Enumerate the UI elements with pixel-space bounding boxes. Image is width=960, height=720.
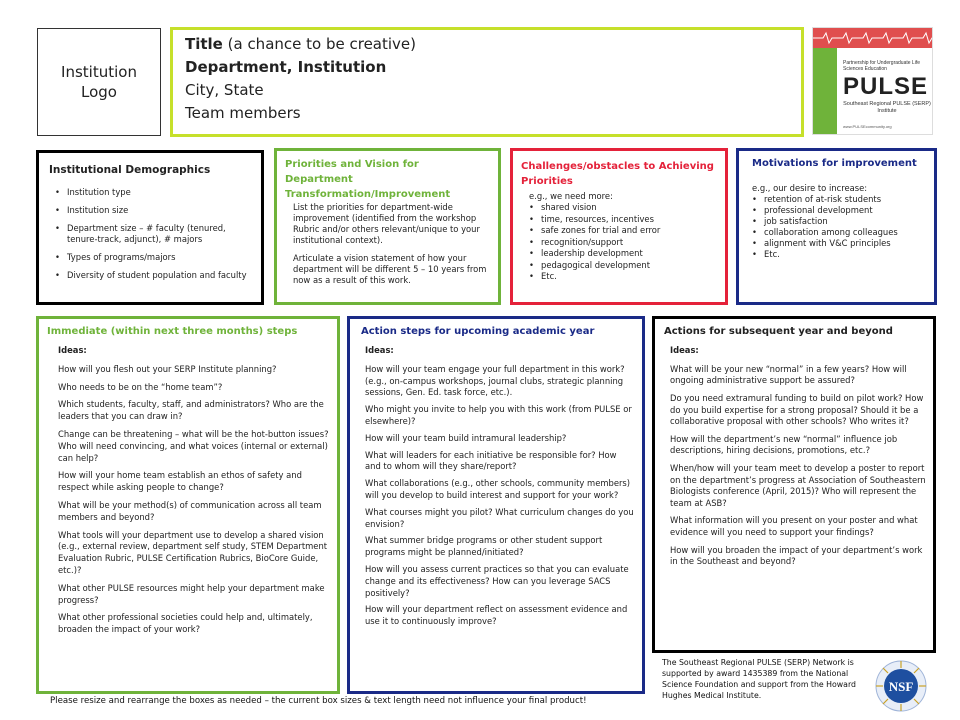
title-block <box>170 27 804 137</box>
pulse-logo <box>812 27 933 135</box>
question-item: What will leaders for each initiative be responsible for? How and to whom will they share/report? <box>365 449 617 472</box>
pulse-green-bar <box>813 48 837 135</box>
challenges-heading: Challenges/obstacles to Achieving Priorities <box>521 161 714 187</box>
priorities-heading: Priorities and Vision for Department Transformation/Improvement <box>285 159 451 200</box>
motivations-heading: Motivations for improvement <box>752 158 917 169</box>
question-item: What will be your method(s) of communication across all team members and beyond? <box>58 499 322 522</box>
institution-logo-text: Institution Logo <box>61 63 137 101</box>
challenges-list <box>521 202 717 283</box>
question-item: What other professional societies could help and, ultimately, broaden the impact of your work? <box>58 612 313 635</box>
location-line: City, State <box>185 81 264 99</box>
question-item: What other PULSE resources might help your department make progress? <box>58 582 325 605</box>
demographics-panel <box>36 150 264 305</box>
question-item: How will your home team establish an ethos of safety and respect while asking people to change? <box>58 470 302 493</box>
nsf-seal-label: NSF <box>888 679 914 694</box>
question-item: What collaborations (e.g., other schools, community members) will you develop to build interest and support for your work? <box>365 478 631 500</box>
question-item: What information will you present on your poster and what evidence will you need to support your findings? <box>670 515 918 537</box>
subsequent-actions-heading: Actions for subsequent year and beyond <box>664 326 893 337</box>
list-item: • professional development <box>752 205 926 216</box>
title-note: (a chance to be creative) <box>222 35 416 53</box>
challenges-lead: e.g., we need more: <box>529 191 613 201</box>
question-item: Do you need extramural funding to build on pilot work? How do you build expertise for a strong proposal? Should it be a collaborative proposal with other schools? Who writes it? <box>670 392 924 427</box>
question-item: When/how will your team meet to develop a poster to report on the department’s progress at Association of Southeastern Biologists conference (April, 2015)? Who will represent the team at ASB? <box>670 462 926 508</box>
challenges-panel <box>510 148 728 305</box>
question-item: How will your team engage your full department in this work? (e.g., on-campus workshops, journal clubs, strategic planning sessions, Gen. Ed. task force, etc.). <box>365 363 625 398</box>
nsf-seal-icon <box>875 660 927 712</box>
demographics-list <box>47 187 253 281</box>
question-item: Which students, faculty, staff, and administrators? Who are the leaders that you can draw in? <box>58 399 324 422</box>
question-item: Who needs to be on the “home team”? <box>58 381 223 392</box>
motivations-panel <box>736 148 937 305</box>
list-item: • alignment with V&C principles <box>752 238 926 249</box>
pulse-tagline: Partnership for Undergraduate Life Sciences Education <box>843 60 920 72</box>
list-item: • recognition/support <box>529 237 717 249</box>
question-item: What courses might you pilot? What curriculum changes do you envision? <box>365 506 634 529</box>
priorities-panel <box>274 148 501 305</box>
heartbeat-icon <box>813 30 933 46</box>
list-item: • job satisfaction <box>752 216 926 227</box>
list-item: • Diversity of student population and faculty <box>55 270 253 281</box>
pulse-region: Southeast Regional PULSE (SERP) Institute <box>843 101 931 114</box>
immediate-steps-heading: Immediate (within next three months) steps <box>47 326 298 337</box>
ideas-label: Ideas: <box>670 345 699 355</box>
question-item: How will you broaden the impact of your department’s work in the Southeast and beyond? <box>670 544 923 567</box>
list-item: • retention of at-risk students <box>752 194 926 205</box>
pulse-url: www.PULSEcommunity.org <box>843 124 892 129</box>
motivations-list <box>747 194 926 260</box>
question-item: How will your department reflect on assessment evidence and use it to continuously improve? <box>365 604 628 627</box>
subsequent-actions-panel <box>652 316 936 653</box>
list-item: • Department size – # faculty (tenured, tenure-track, adjunct), # majors <box>55 223 253 245</box>
action-steps-body <box>365 345 634 628</box>
list-item: • shared vision <box>529 202 717 214</box>
team-members-line: Team members <box>185 104 301 122</box>
question-item: How will you flesh out your SERP Institute planning? <box>58 363 277 374</box>
list-item: • pedagogical development <box>529 260 717 272</box>
list-item: • Institution type <box>55 187 253 198</box>
title-label: Title <box>185 35 223 53</box>
question-item: How will the department’s new “normal” influence job descriptions, hiring decisions, promotions, etc.? <box>670 433 898 456</box>
immediate-steps-body <box>58 345 329 636</box>
list-item: • leadership development <box>529 248 717 260</box>
list-item: • Types of programs/majors <box>55 252 253 263</box>
question-item: Change can be threatening – what will be the hot-button issues? Who will need convincing, and what voices (internal or external) can help? <box>58 428 329 463</box>
question-item: Who might you invite to help you with this work (from PULSE or elsewhere)? <box>365 404 632 426</box>
list-item: • Institution size <box>55 205 253 216</box>
department-line: Department, Institution <box>185 58 387 76</box>
demographics-heading: Institutional Demographics <box>49 164 211 176</box>
pulse-brand: PULSE <box>843 73 929 100</box>
title-line <box>185 33 801 56</box>
question-item: How will you assess current practices so that you can evaluate change and its effectiveness? How can you leverage SACS positively? <box>365 563 629 598</box>
action-steps-heading: Action steps for upcoming academic year <box>361 326 595 337</box>
question-item: What will be your new “normal” in a few years? How will ongoing administrative support be assured? <box>670 363 907 386</box>
question-item: How will your team build intramural leadership? <box>365 432 567 443</box>
list-item: • safe zones for trial and error <box>529 225 717 237</box>
institution-logo-placeholder <box>37 28 161 136</box>
priorities-paragraph: List the priorities for department-wide improvement (identified from the workshop Rubric and/or others relevant/unique to your institutional context). <box>293 202 480 245</box>
list-item: • Etc. <box>529 271 717 283</box>
footer-note: Please resize and rearrange the boxes as needed – the current box sizes & text length need not influence your final product! <box>50 696 587 706</box>
ideas-label: Ideas: <box>58 345 87 355</box>
subsequent-actions-body <box>670 345 926 568</box>
motivations-lead: e.g., our desire to increase: <box>752 183 868 193</box>
question-item: What summer bridge programs or other student support programs might be planned/initiated? <box>365 535 603 558</box>
list-item: • collaboration among colleagues <box>752 227 926 238</box>
immediate-steps-panel <box>36 316 340 694</box>
pulse-heartbeat-bar <box>813 28 932 48</box>
question-item: What tools will your department use to develop a shared vision (e.g., external review, department self study, STEM Department Evaluation Rubric, PULSE Certification Rubrics, BioCore Guide, etc.)? <box>58 529 328 575</box>
list-item: • time, resources, incentives <box>529 214 717 226</box>
ideas-label: Ideas: <box>365 345 394 355</box>
list-item: • Etc. <box>752 249 926 260</box>
vision-paragraph: Articulate a vision statement of how your department will be different 5 – 10 years from now as a result of this work. <box>293 253 487 285</box>
funding-acknowledgement: The Southeast Regional PULSE (SERP) Network is supported by award 1435389 from the National Science Foundation and support from the Howard Hughes Medical Institute. <box>662 658 856 700</box>
action-steps-panel <box>347 316 645 694</box>
